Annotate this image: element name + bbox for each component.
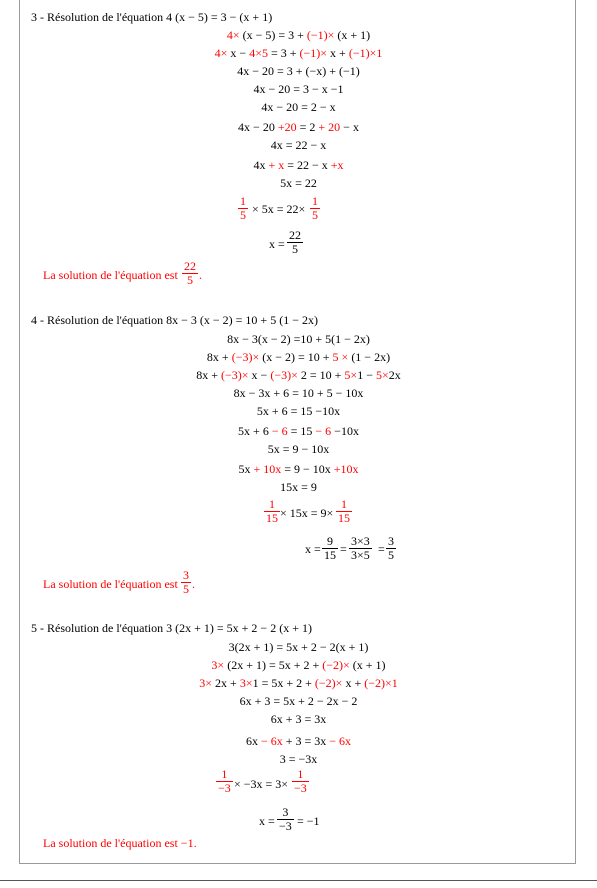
section-4-result-fraction-3: $\frac{3}{5}$ xyxy=(388,534,394,562)
section-5-multiply-step: × −3x = 3× xyxy=(234,777,289,791)
section-4-multiply-step: × 15x = 9× xyxy=(280,506,334,520)
section-5-result-fraction: $\frac{3}{-3}$ xyxy=(279,805,292,833)
highlighted-term: + x xyxy=(268,158,285,172)
equation-step xyxy=(0,100,597,114)
equation-step xyxy=(0,64,597,78)
section-5-conclusion: La solution de l'équation est −1. xyxy=(43,836,197,850)
section-3-solution-fraction: $\frac{22}{5}$ xyxy=(184,259,196,287)
highlighted-term: − 6 xyxy=(271,424,288,438)
term: 3 = −3x xyxy=(279,752,318,766)
term: 8x − 3x + 6 = 10 + 5 − 10x xyxy=(233,386,364,400)
equation-step xyxy=(0,658,597,672)
term: (x − 2) = 10 + xyxy=(259,350,333,364)
term: x + xyxy=(342,676,365,690)
equation-step xyxy=(0,28,597,42)
section-5-inverse-fraction: $\frac{1}{-3}$ xyxy=(218,767,231,795)
highlighted-term: 3× xyxy=(239,676,253,690)
term: 8x − 3(x − 2) =10 + 5(1 − 2x) xyxy=(227,332,370,346)
term: + 3 = 3x xyxy=(282,734,330,748)
term: 5x xyxy=(238,462,254,476)
highlighted-term: (−1)× xyxy=(299,46,328,60)
equation-step xyxy=(0,386,597,400)
term: 4x − 20 xyxy=(238,120,278,134)
term: 2x xyxy=(388,368,401,382)
highlighted-term: 5× xyxy=(375,368,389,382)
equation-step xyxy=(0,734,597,748)
highlighted-term: (−1)× xyxy=(306,28,335,42)
highlighted-term: 3× xyxy=(199,676,213,690)
term: x − xyxy=(248,368,271,382)
section-3-period: . xyxy=(199,268,202,282)
highlighted-term: + 10x xyxy=(253,462,282,476)
equation-step xyxy=(0,82,597,96)
equation-step xyxy=(0,158,597,172)
highlighted-term: (−3)× xyxy=(270,368,298,382)
section-3-inverse-fraction: $\frac{1}{5}$ xyxy=(240,194,246,222)
section-3-result-fraction: $\frac{22}{5}$ xyxy=(289,228,301,256)
section-4-result-lhs: x = xyxy=(305,542,321,556)
equation-step xyxy=(0,480,597,494)
section-4-conclusion: La solution de l'équation est xyxy=(43,577,178,591)
term: 15x = 9 xyxy=(280,480,317,494)
term: −10x xyxy=(331,424,359,438)
section-3-result-lhs: x = xyxy=(269,237,285,251)
term: 4x − 20 = 2 − x xyxy=(261,100,336,114)
term: (x + 1) xyxy=(349,658,386,672)
term: 8x + xyxy=(206,350,232,364)
equation-step xyxy=(0,676,597,690)
section-5-result-lhs: x = xyxy=(259,814,275,828)
highlighted-term: +20 xyxy=(277,120,297,134)
equation-step xyxy=(0,350,597,364)
term: − x xyxy=(340,120,359,134)
term: 6x + 3 = 3x xyxy=(270,712,327,726)
equation-step xyxy=(0,404,597,418)
highlighted-term: (−2)× xyxy=(322,658,350,672)
section-4-right-fraction: $\frac{1}{15}$ xyxy=(338,497,350,525)
term: 4x − 20 = 3 − x −1 xyxy=(253,82,344,96)
term: 3(2x + 1) = 5x + 2 − 2(x + 1) xyxy=(228,640,369,654)
section-4-heading: 4 - Résolution de l'équation 8x − 3 (x − 2) = 10 + 5 (1 − 2x) xyxy=(31,313,318,327)
term: (2x + 1) = 5x + 2 + xyxy=(224,658,323,672)
term: 5x = 22 xyxy=(280,176,317,190)
equation-step xyxy=(0,120,597,134)
section-3-right-fraction: $\frac{1}{5}$ xyxy=(312,194,318,222)
term: 5x + 6 = 15 −10x xyxy=(256,404,341,418)
highlighted-term: +x xyxy=(330,158,344,172)
highlighted-term: − 6x xyxy=(260,734,283,748)
equation-step xyxy=(0,176,597,190)
term: x − xyxy=(230,46,250,60)
equation-step xyxy=(0,752,597,766)
term: = 2 xyxy=(296,120,319,134)
highlighted-term: 5× xyxy=(344,368,358,382)
highlighted-term: (−3)× xyxy=(231,350,260,364)
highlighted-term: 4× xyxy=(214,46,231,60)
equation-step xyxy=(0,694,597,708)
section-3-multiply-step: × 5x = 22× xyxy=(252,202,306,216)
section-4-inverse-fraction: $\frac{1}{15}$ xyxy=(266,497,278,525)
term: 2 = 10 + xyxy=(297,368,345,382)
section-3-heading: 3 - Résolution de l'équation 4 (x − 5) = 3 − (x + 1) xyxy=(31,10,273,24)
section-3-conclusion: La solution de l'équation est xyxy=(43,268,178,282)
equation-step xyxy=(0,712,597,726)
highlighted-term: (−1)×1 xyxy=(348,46,383,60)
highlighted-term: +10x xyxy=(333,462,359,476)
section-4-equals-3: = xyxy=(378,542,385,556)
term: = 15 xyxy=(287,424,316,438)
equation-step xyxy=(0,442,597,456)
term: 4x xyxy=(253,158,269,172)
term: 1 − xyxy=(357,368,376,382)
section-4-solution-fraction: $\frac{3}{5}$ xyxy=(183,568,189,596)
highlighted-term: (−2)×1 xyxy=(364,676,398,690)
highlighted-term: − 6 xyxy=(315,424,332,438)
term: = 9 − 10x xyxy=(281,462,334,476)
equation-step xyxy=(0,46,597,60)
term: 6x xyxy=(245,734,261,748)
term: x + xyxy=(327,46,349,60)
term: 4x = 22 − x xyxy=(270,138,327,152)
term: (x − 5) = 3 + xyxy=(239,28,307,42)
section-4-result-fraction-1: $\frac{9}{15}$ xyxy=(324,534,336,562)
equation-step xyxy=(0,424,597,438)
term: = 3 + xyxy=(267,46,300,60)
term: 8x + xyxy=(196,368,222,382)
highlighted-term: 4×5 xyxy=(249,46,268,60)
equation-step xyxy=(0,462,597,476)
section-4-result-fraction-2: $\frac{3\times 3}{3\times 5}$ xyxy=(351,534,370,562)
highlighted-term: − 6x xyxy=(329,734,352,748)
highlighted-term: + 20 xyxy=(318,120,341,134)
bottom-rule xyxy=(0,880,597,881)
term: = 22 − x xyxy=(284,158,331,172)
section-5-heading: 5 - Résolution de l'équation 3 (2x + 1) = 5x + 2 − 2 (x + 1) xyxy=(31,621,312,635)
term: 6x + 3 = 5x + 2 − 2x − 2 xyxy=(239,694,358,708)
equation-step xyxy=(0,368,597,382)
highlighted-term: 5 × xyxy=(332,350,349,364)
highlighted-term: 3× xyxy=(211,658,225,672)
term: 1 = 5x + 2 + xyxy=(252,676,315,690)
section-5-right-fraction: $\frac{1}{-3}$ xyxy=(294,767,307,795)
equation-step xyxy=(0,332,597,346)
section-4-equals-2: = xyxy=(340,542,347,556)
section-5-result-tail: = −1 xyxy=(297,814,320,828)
term: 5x = 9 − 10x xyxy=(267,442,330,456)
highlighted-term: (−2)× xyxy=(314,676,343,690)
section-4-period: . xyxy=(192,577,195,591)
term: 4x − 20 = 3 + (−x) + (−1) xyxy=(237,64,360,78)
term: 2x + xyxy=(212,676,240,690)
term: (1 − 2x) xyxy=(348,350,391,364)
term: (x + 1) xyxy=(334,28,371,42)
equation-step xyxy=(0,138,597,152)
highlighted-term: (−3)× xyxy=(221,368,249,382)
equation-step xyxy=(0,640,597,654)
highlighted-term: 4× xyxy=(226,28,240,42)
term: 5x + 6 xyxy=(238,424,272,438)
